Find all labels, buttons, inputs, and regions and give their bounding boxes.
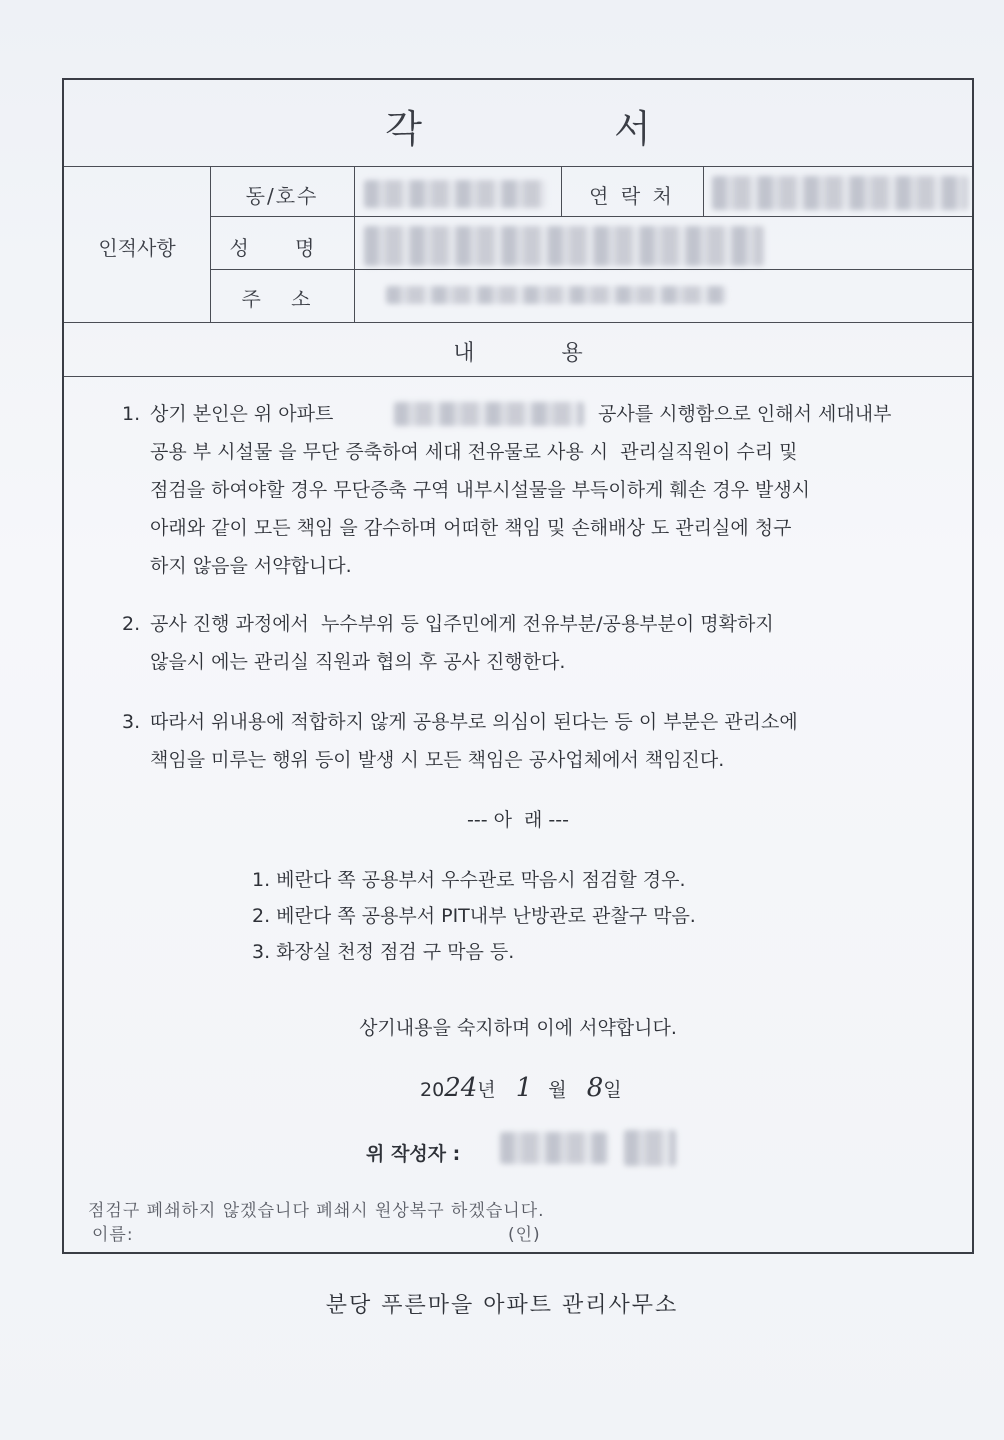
para-3-num: 3. [122, 711, 141, 733]
unit-label: 동/호수 [245, 184, 319, 208]
para-1-line-4: 아래와 같이 모든 책임 을 감수하며 어떠한 책임 및 손해배상 도 관리실에 청구 [150, 517, 792, 539]
date-day-suffix: 일 [603, 1079, 622, 1101]
divider [64, 376, 972, 377]
unit-redacted [364, 180, 546, 208]
content-header: 내 용 [453, 341, 623, 366]
divider [354, 166, 355, 216]
para-1-num: 1. [122, 403, 141, 425]
item-2: 2. 베란다 쪽 공용부서 PIT내부 난방관로 관찰구 막음. [252, 905, 696, 927]
contact-redacted [712, 176, 968, 210]
para-2-line-2: 않을시 에는 관리실 직원과 협의 후 공사 진행한다. [150, 651, 566, 673]
name-label: 성 명 [229, 236, 335, 260]
date-month-suffix: 월 [548, 1079, 567, 1101]
item-1: 1. 베란다 쪽 공용부서 우수관로 막음시 점검할 경우. [252, 869, 686, 891]
document-title: 각 서 [385, 107, 741, 151]
writer-redacted-1 [500, 1132, 608, 1164]
para-3-line-2: 책임을 미루는 행위 등이 발생 시 모든 책임은 공사업체에서 책임진다. [150, 749, 725, 771]
para-1-line-2: 공용 부 시설물 을 무단 증축하여 세대 전유물로 사용 시 관리실직원이 수리 및 [150, 441, 798, 463]
divider [210, 216, 972, 217]
footer-note-seal: (인) [508, 1225, 541, 1245]
divider [64, 322, 972, 323]
writer-label: 위 작성자 : [366, 1143, 461, 1165]
below-header: --- 아 래 --- [466, 809, 569, 831]
date-year-handwritten: 24 [444, 1073, 478, 1103]
office-name: 분당 푸른마을 아파트 관리사무소 [325, 1293, 679, 1318]
divider [703, 166, 704, 216]
date-line [420, 1070, 660, 1109]
para-1-line-5: 하지 않음을 서약합니다. [150, 555, 352, 577]
para-1-redacted [394, 402, 584, 426]
para-3-line-1: 따라서 위내용에 적합하지 않게 공용부로 의심이 된다는 등 이 부분은 관리소에 [150, 711, 798, 733]
pledge-text: 상기내용을 숙지하며 이에 서약합니다. [359, 1017, 677, 1039]
date-year-prefix: 20 [420, 1079, 445, 1101]
footer-note-name-label: 이름: [92, 1225, 134, 1245]
date-month-handwritten: 1 [515, 1073, 533, 1103]
footer-note-line-1: 점검구 폐쇄하지 않겠습니다 폐쇄시 원상복구 하겠습니다. [88, 1201, 545, 1221]
divider [64, 166, 972, 167]
para-1-line-1b: 공사를 시행함으로 인해서 세대내부 [598, 403, 892, 425]
pledge-form [62, 78, 974, 1254]
para-1-line-1a: 상기 본인은 위 아파트 [150, 403, 334, 425]
para-2-num: 2. [122, 613, 141, 635]
section-label-personal-info: 인적사항 [98, 236, 176, 260]
divider [210, 269, 972, 270]
para-2-line-1: 공사 진행 과정에서 누수부위 등 입주민에게 전유부분/공용부분이 명확하지 [150, 613, 774, 635]
address-label: 주 소 [241, 287, 323, 311]
date-day-handwritten: 8 [586, 1073, 604, 1103]
contact-label: 연 락 처 [589, 184, 675, 208]
address-redacted [386, 286, 726, 304]
item-3: 3. 화장실 천정 점검 구 막음 등. [252, 941, 515, 963]
date-year-suffix: 년 [477, 1079, 496, 1101]
name-redacted [364, 226, 764, 266]
para-1-line-3: 점검을 하여야할 경우 무단증축 구역 내부시설물을 부득이하게 훼손 경우 발생시 [150, 479, 811, 501]
writer-redacted-2 [624, 1130, 676, 1166]
